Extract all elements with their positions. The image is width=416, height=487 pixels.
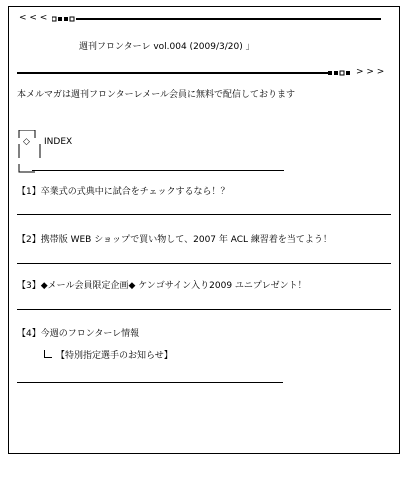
section-divider-3	[17, 309, 391, 310]
section-4-link[interactable]: 【4】今週のフロンターレ情報	[17, 329, 140, 339]
section-divider-2	[17, 263, 391, 264]
section-2-link[interactable]: 【2】携帯版 WEB ショップで買い物して、2007 年 ACL 練習着を当てよう！	[17, 235, 332, 245]
index-frame-graphic	[17, 130, 47, 180]
header-top-rule	[76, 18, 381, 20]
newsletter-frame	[8, 6, 400, 454]
header-left-arrows: < < <	[19, 13, 48, 23]
header-right-ornament	[327, 67, 357, 78]
subsection-link[interactable]: 【特別指定選手のお知らせ】	[56, 351, 173, 361]
intro-text: 本メルマガは週刊フロンターレメール会員に無料で配信しております	[17, 90, 296, 100]
section-1-link[interactable]: 【1】卒業式の式典中に試合をチェックするなら！？	[17, 187, 230, 197]
header-bottom-rule	[17, 72, 330, 74]
index-diamond-icon: ◇	[23, 137, 30, 147]
index-bottom-rule	[17, 382, 283, 383]
index-label: INDEX	[44, 137, 73, 147]
index-underline	[32, 170, 284, 171]
newsletter-title: 週刊フロンターレ vol.004 (2009/3/20) ｣	[79, 42, 251, 52]
section-divider-1	[17, 214, 391, 215]
section-3-link[interactable]: 【3】◆メール会員限定企画◆ ケンゴサイン入り2009 ユニプレゼント！	[17, 281, 307, 291]
header-right-arrows: > > >	[356, 67, 385, 77]
sub-item-corner-icon	[44, 350, 52, 358]
